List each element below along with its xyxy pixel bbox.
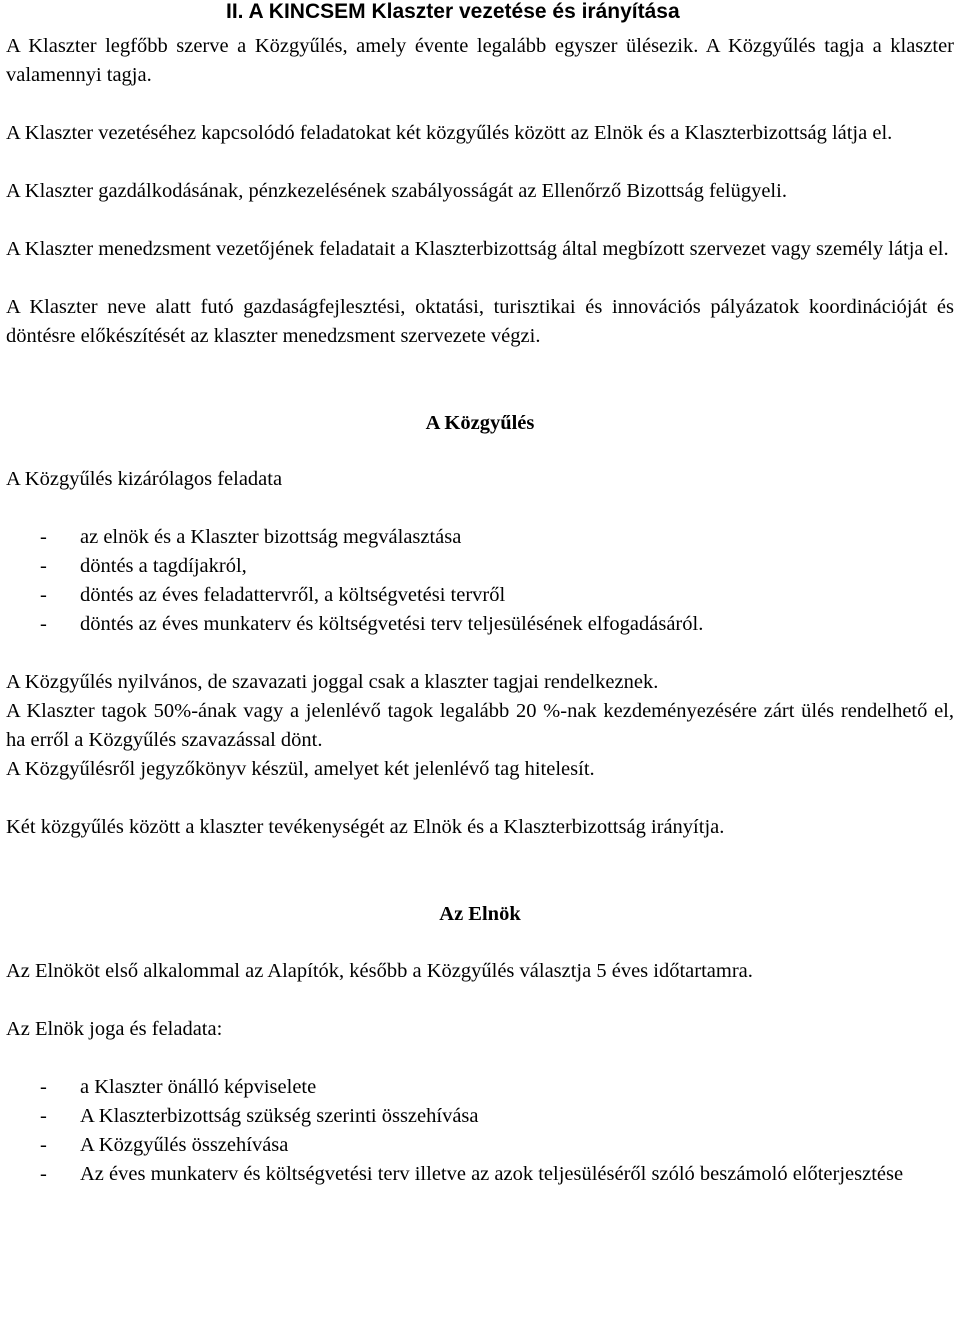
between-meetings-paragraph: Két közgyűlés között a klaszter tevékenységét az Elnök és a Klaszterbizottság irányítja. <box>6 816 725 838</box>
dash-bullet: - <box>40 526 47 548</box>
list-item-text: az elnök és a Klaszter bizottság megválasztása <box>80 526 462 548</box>
dash-bullet: - <box>40 1105 47 1127</box>
list-item <box>6 581 954 610</box>
intro-paragraph-3: A Klaszter gazdálkodásának, pénzkezelésének szabályosságát az Ellenőrző Bizottság felügyeli. <box>6 180 787 202</box>
list-item-text: döntés az éves munkaterv és költségvetési terv teljesülésének elfogadásáról. <box>80 613 704 635</box>
elnok-title: Az Elnök <box>439 903 521 925</box>
dash-bullet: - <box>40 1076 47 1098</box>
dash-bullet: - <box>40 584 47 606</box>
dash-bullet: - <box>40 555 47 577</box>
list-item <box>6 1160 954 1189</box>
list-item-text: döntés az éves feladattervről, a költségvetési tervről <box>80 584 506 606</box>
dash-bullet: - <box>40 613 47 635</box>
kozgyules-duties-intro: A Közgyűlés kizárólagos feladata <box>6 468 283 490</box>
kozgyules-rule-2: A Klaszter tagok 50%-ának vagy a jelenlévő tagok legalább 20 %-nak kezdeményezésére zárt ülés rendelhető el, ha erről a Közgyűlés szavazással dönt. <box>6 700 954 751</box>
kozgyules-rule-1: A Közgyűlés nyilvános, de szavazati joggal csak a klaszter tagjai rendelkeznek. <box>6 671 659 693</box>
intro-paragraph-5: A Klaszter neve alatt futó gazdaságfejlesztési, oktatási, turisztikai és innovációs pályázatok koordinációját és döntésre előkészítését az klaszter menedzsment szervezete végzi. <box>6 296 954 347</box>
list-item <box>6 552 954 581</box>
intro-paragraph-2: A Klaszter vezetéséhez kapcsolódó feladatokat két közgyűlés között az Elnök és a Klaszterbizottság látja el. <box>6 122 893 144</box>
list-item <box>6 1102 954 1131</box>
list-item <box>6 1131 954 1160</box>
list-item <box>6 610 954 639</box>
dash-bullet: - <box>40 1163 47 1185</box>
list-item-text: A Klaszterbizottság szükség szerinti összehívása <box>80 1105 479 1127</box>
list-item-text: döntés a tagdíjakról, <box>80 555 247 577</box>
elnok-election-paragraph: Az Elnököt első alkalommal az Alapítók, később a Közgyűlés választja 5 éves időtartamra. <box>6 960 753 982</box>
kozgyules-title: A Közgyűlés <box>425 412 535 434</box>
section-heading: II. A KINCSEM Klaszter vezetése és irányítása <box>226 0 680 23</box>
list-item-text: A Közgyűlés összehívása <box>80 1134 289 1156</box>
list-item <box>6 1073 954 1102</box>
document-page <box>6 0 954 1189</box>
kozgyules-rule-3: A Közgyűlésről jegyzőkönyv készül, amelyet két jelenlévő tag hitelesít. <box>6 758 595 780</box>
intro-paragraph-4: A Klaszter menedzsment vezetőjének feladatait a Klaszterbizottság által megbízott szervezet vagy személy látja el. <box>6 238 949 260</box>
dash-bullet: - <box>40 1134 47 1156</box>
elnok-duties-intro: Az Elnök joga és feladata: <box>6 1018 223 1040</box>
kozgyules-duties-list <box>6 523 954 639</box>
list-item <box>6 523 954 552</box>
list-item-text: Az éves munkaterv és költségvetési terv illetve az azok teljesüléséről szóló beszámoló előterjesztése <box>80 1163 904 1185</box>
elnok-duties-list <box>6 1073 954 1189</box>
intro-paragraph-1: A Klaszter legfőbb szerve a Közgyűlés, amely évente legalább egyszer ülésezik. A Közgyűlés tagja a klaszter valamennyi tagja. <box>6 35 954 86</box>
list-item-text: a Klaszter önálló képviselete <box>80 1076 317 1098</box>
